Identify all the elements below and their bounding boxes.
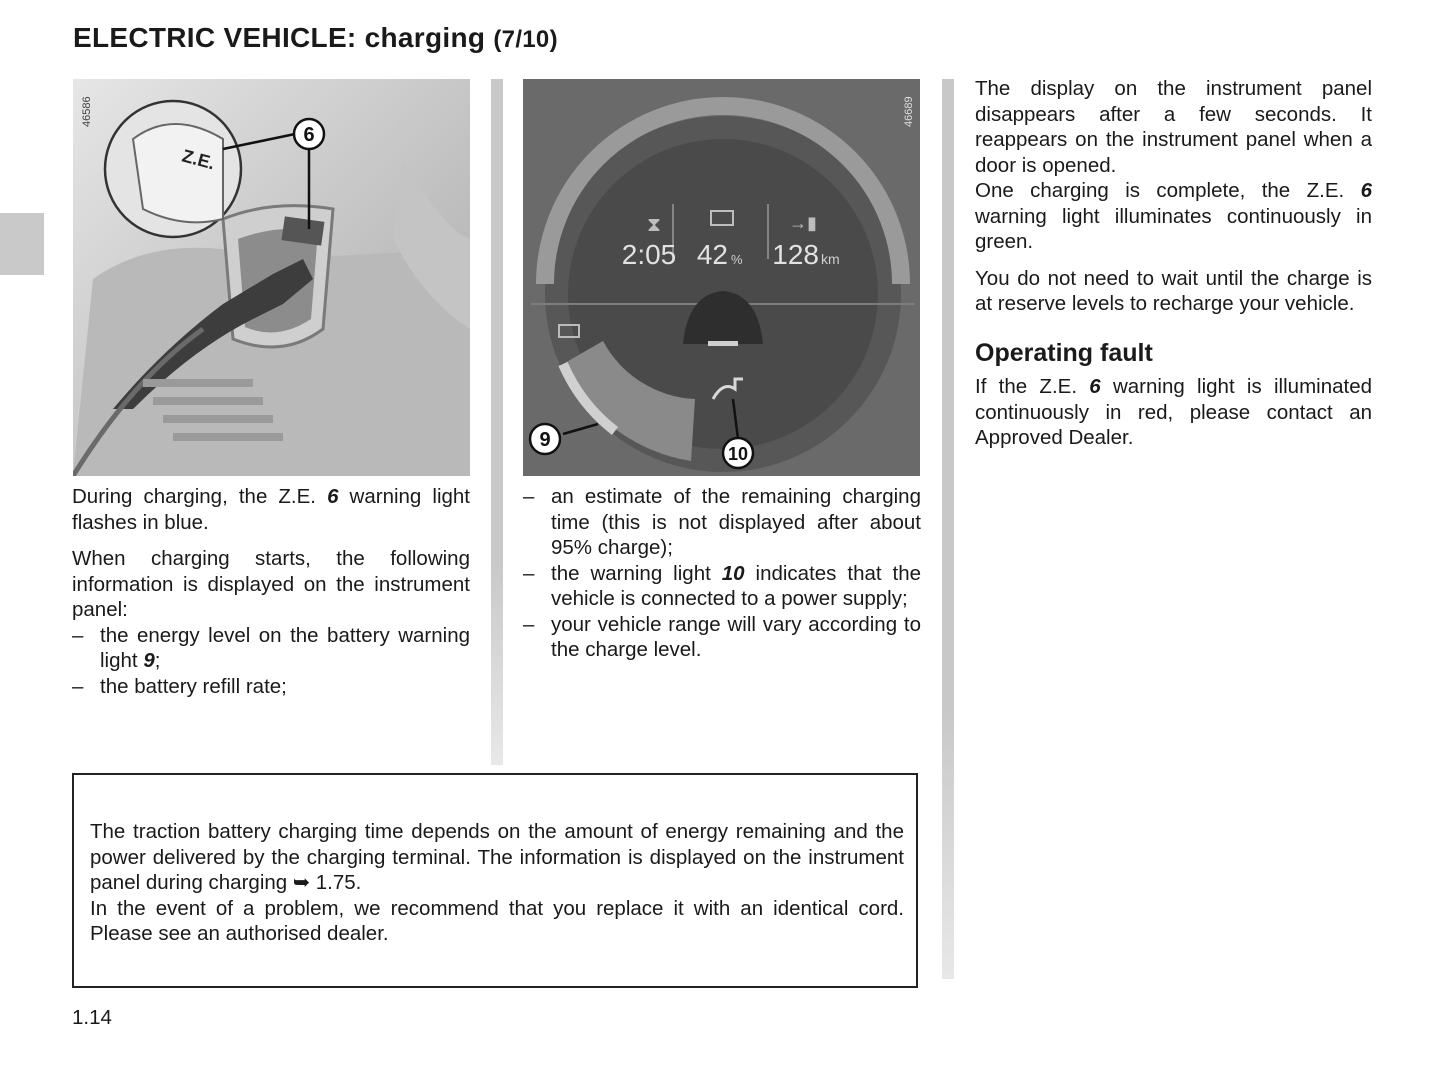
ref-6: 6	[1089, 375, 1101, 398]
section-tab	[0, 213, 44, 275]
dashboard-battery: 42	[696, 239, 728, 270]
dashboard-battery-unit: %	[731, 252, 743, 267]
column-divider-right	[942, 79, 954, 979]
page-title-main: ELECTRIC VEHICLE: charging	[73, 22, 486, 53]
column-2-text	[523, 484, 921, 663]
col3-paragraph-4: If the Z.E. 6 warning light is illuminated continuously in red, please contact an Approved Dealer.	[975, 375, 1372, 449]
charging-plug-illustration	[73, 79, 470, 476]
dashboard-range: 128	[772, 239, 819, 270]
svg-text:⧗: ⧗	[647, 214, 662, 236]
dashboard-illustration	[523, 79, 920, 476]
callout-6-label: 6	[303, 124, 315, 146]
ref-6: 6	[327, 485, 339, 508]
col2-list-item-1: – an estimate of the remaining charging time (this is not displayed after about 95% charge);	[523, 485, 921, 559]
col3-paragraph-3: You do not need to wait until the charge is at reserve levels to recharge your vehicle.	[975, 266, 1372, 315]
col1-paragraph-1: During charging, the Z.E. 6 warning light flashes in blue.	[72, 485, 470, 534]
note-line-1: The traction battery charging time depends on the amount of energy remaining and the power delivered by the charging terminal. The information is displayed on the instrument panel during charging ➥ 1.75.	[90, 820, 904, 894]
callout-10-label: 10	[727, 444, 749, 464]
col1-list-item-2: – the battery refill rate;	[72, 674, 287, 698]
column-divider-left	[491, 79, 503, 765]
col3-paragraph-1: The display on the instrument panel disappears after a few seconds. It reappears on the instrument panel when a door is opened.	[975, 77, 1372, 177]
note-box	[72, 773, 918, 988]
note-line-2: In the event of a problem, we recommend that you replace it with an identical cord. Please see an authorised dealer.	[90, 896, 904, 945]
dashboard-range-unit: km	[821, 251, 840, 267]
page-number: 1.14	[72, 1006, 112, 1029]
callout-9-label: 9	[539, 429, 551, 451]
ze-plate-text: Z.E.	[179, 145, 218, 174]
dashboard-time: 2:05	[621, 239, 677, 270]
col3-paragraph-2: One charging is complete, the Z.E. 6 warning light illuminates continuously in green.	[975, 179, 1372, 253]
column-3-text	[975, 76, 1372, 462]
page-title-sub: (7/10)	[493, 26, 558, 53]
ref-9: 9	[143, 649, 155, 672]
page-title	[73, 22, 558, 54]
col2-list-item-2: – the warning light 10 indicates that the vehicle is connected to a power supply;	[523, 561, 922, 610]
col2-list-item-3: – your vehicle range will vary according to the charge level.	[523, 612, 921, 661]
col1-paragraph-2: When charging starts, the following information is displayed on the instrument panel:	[72, 547, 470, 621]
operating-fault-heading: Operating fault	[975, 338, 1153, 367]
figure-id-left: 46586	[81, 96, 93, 127]
ref-10: 10	[721, 561, 745, 585]
col1-list-item-1: – the energy level on the battery warning light 9;	[72, 623, 470, 672]
svg-text:→▮: →▮	[789, 213, 817, 233]
figure-id-right: 46689	[903, 96, 915, 127]
ref-6: 6	[1360, 179, 1372, 202]
column-1-text	[72, 484, 470, 699]
